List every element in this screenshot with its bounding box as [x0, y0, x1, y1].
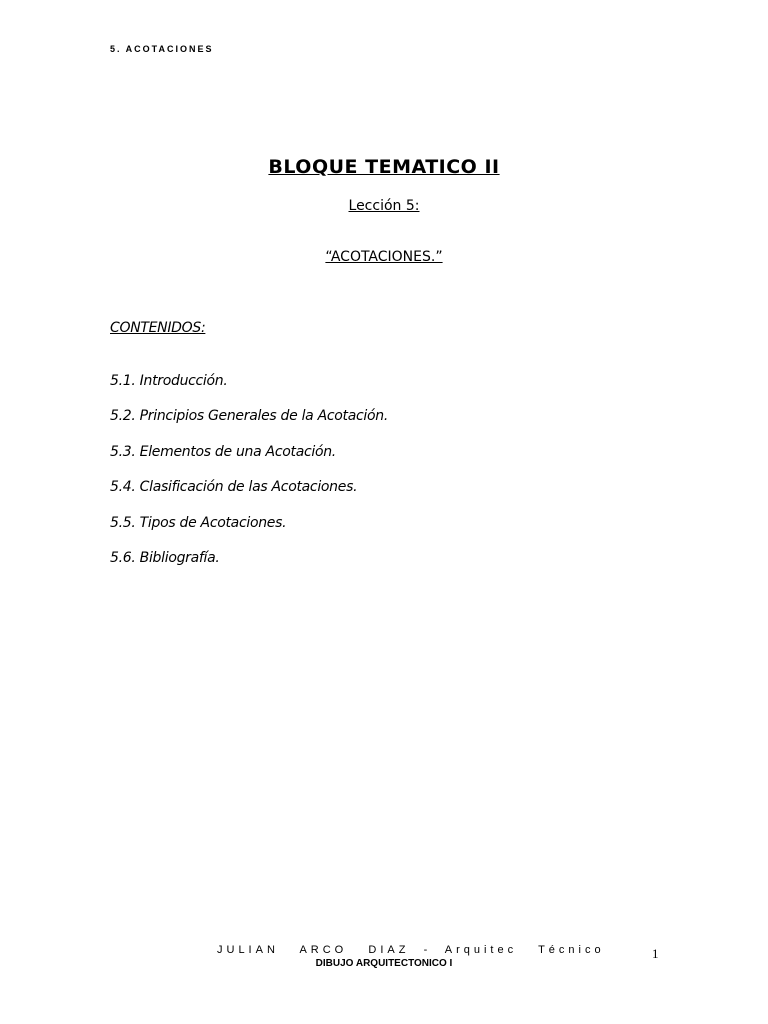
running-header: 5. ACOTACIONES [110, 44, 214, 54]
lesson-subject: “ACOTACIONES.” [325, 249, 443, 265]
toc-item-types: 5.5. Tipos de Acotaciones. [110, 514, 287, 531]
page-number: 1 [652, 946, 659, 961]
toc-item-bibliography: 5.6. Bibliografía. [110, 549, 220, 566]
toc-item-introduction: 5.1. Introducción. [110, 373, 228, 389]
footer-author: JULIAN ARCO DIAZ - Arquitec Técnico [217, 944, 605, 956]
lesson-number: Lección 5: [348, 198, 420, 214]
toc-item-classification: 5.4. Clasificación de las Acotaciones. [110, 479, 358, 496]
contents-heading: CONTENIDOS: [110, 320, 206, 336]
table-of-contents [110, 372, 388, 584]
footer-course: DIBUJO ARQUITECTONICO I [315, 958, 453, 969]
main-title: BLOQUE TEMATICO II [268, 156, 500, 178]
toc-item-general-principles: 5.2. Principios Generales de la Acotación. [110, 408, 388, 425]
toc-item-elements: 5.3. Elementos de una Acotación. [110, 443, 336, 460]
